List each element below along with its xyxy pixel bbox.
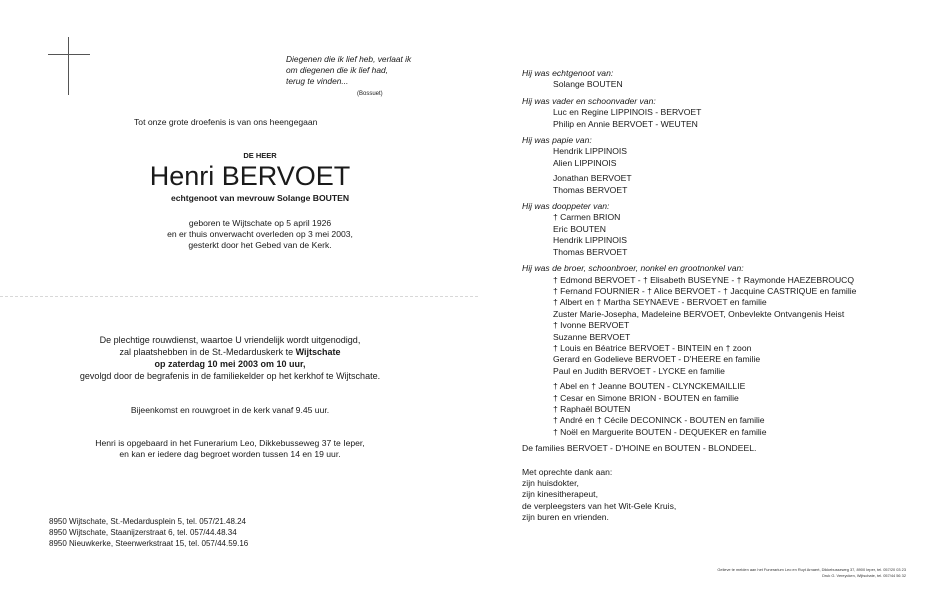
cross-icon-horizontal: [48, 54, 90, 55]
family-entry: Gerard en Godelieve BERVOET - D'HEERE en familie: [553, 354, 761, 365]
family-list: [522, 68, 856, 524]
family-entry: † Raphaël BOUTEN: [553, 403, 631, 414]
family-entry: † Ivonne BERVOET: [553, 320, 630, 331]
quote-line: Diegenen die ik lief heb, verlaat ik: [286, 54, 412, 64]
service-block: [40, 334, 420, 382]
birth-line: geboren te Wijtschate op 5 april 1926: [188, 218, 332, 228]
service-village: Wijtschate: [295, 347, 341, 357]
quote-author: (Bossuet): [357, 91, 383, 97]
family-entry: Thomas BERVOET: [553, 184, 628, 195]
thanks-entry: zijn huisdokter,: [522, 478, 579, 488]
families-line: De families BERVOET - D'HOINE en BOUTEN - BLONDEEL.: [522, 443, 757, 454]
family-group: [522, 146, 856, 196]
deceased-name: Henri BERVOET: [149, 161, 351, 191]
section-heading: Hij was vader en schoonvader van:: [522, 95, 656, 106]
spouse-line: echtgenoot van mevrouw Solange BOUTEN: [170, 193, 350, 203]
section-heading: Hij was papie van:: [522, 135, 592, 146]
family-entry: † Carmen BRION: [553, 212, 621, 223]
address-line: 8950 Wijtschate, Staanijzerstraat 6, tel. 057/44.48.34: [49, 528, 237, 537]
family-entry: Solange BOUTEN: [553, 79, 623, 90]
address-list: [49, 516, 248, 549]
family-entry: Hendrik LIPPINOIS: [553, 235, 628, 246]
thanks-intro: Met oprechte dank aan:: [522, 466, 613, 477]
printer-footer: [660, 567, 906, 579]
family-group: [522, 275, 856, 439]
funeral-home-line: Henri is opgebaard in het Funerarium Leo, Dikkebusseweg 37 te Ieper,: [95, 438, 365, 448]
family-group: [522, 212, 856, 258]
family-entry: Philip en Annie BERVOET - WEUTEN: [553, 118, 698, 129]
quote-line: om diegenen die ik lief had,: [286, 65, 388, 75]
family-entry: Eric BOUTEN: [553, 223, 606, 234]
quote: [286, 54, 411, 87]
section-heading: Hij was de broer, schoonbroer, nonkel en grootnonkel van:: [522, 263, 744, 274]
section-heading: Hij was echtgenoot van:: [522, 68, 614, 78]
service-place: [40, 346, 420, 358]
visiting-hours-line: en kan er iedere dag begroet worden tussen 14 en 19 uur.: [119, 449, 341, 459]
family-entry: † Fernand FOURNIER - † Alice BERVOET - † Jacquine CASTRIQUE en familie: [553, 285, 857, 296]
service-date: op zaterdag 10 mei 2003 om 10 uur,: [154, 359, 306, 369]
family-entry: Suzanne BERVOET: [553, 331, 631, 342]
family-entry: † Noël en Marguerite BOUTEN - DEQUEKER en familie: [553, 426, 767, 437]
fold-line: [0, 296, 478, 297]
family-entry: † Abel en † Jeanne BOUTEN - CLYNCKEMAILLIE: [553, 381, 746, 392]
honorific: DE HEER: [243, 151, 277, 160]
family-entry: Zuster Marie-Josepha, Madeleine BERVOET, Onbevlekte Ontvangenis Heist: [553, 308, 845, 319]
sacrament-line: gesterkt door het Gebed van de Kerk.: [188, 240, 332, 250]
family-entry: Jonathan BERVOET: [553, 173, 632, 184]
family-entry: † Cesar en Simone BRION - BOUTEN en familie: [553, 392, 739, 403]
family-entry: Alien LIPPINOIS: [553, 157, 617, 168]
family-entry: † Louis en Béatrice BERVOET - BINTEIN en † zoon: [553, 342, 752, 353]
address-line: 8950 Nieuwkerke, Steenwerkstraat 15, tel. 057/44.59.16: [49, 539, 249, 548]
death-line: en er thuis onverwacht overleden op 3 mei 2003,: [167, 229, 353, 239]
cross-icon-vertical: [68, 37, 69, 95]
life-details: [140, 218, 380, 251]
family-entry: Hendrik LIPPINOIS: [553, 146, 628, 157]
service-place-prefix: zal plaatshebben in de St.-Medarduskerk te: [119, 347, 296, 357]
family-group: [522, 79, 856, 90]
gathering-text: Bijeenkomst en rouwgroet in de kerk vanaf 9.45 uur.: [130, 405, 330, 415]
family-entry: Paul en Judith BERVOET - LYCKE en familie: [553, 365, 725, 376]
funeral-home-block: [40, 438, 420, 460]
footer-line: Druk G. Vereycken, Wijtschate, tel. 057/44 56 32: [822, 573, 906, 578]
family-entry: Thomas BERVOET: [553, 246, 628, 257]
footer-line: Gelieve te melden aan het Funerarium Leo en Ruyt Arnaert, Dikkebusseweg 37, 8900 Ieper, tel. 057/20 03 23: [717, 567, 906, 572]
thanks-entry: zijn kinesitherapeut,: [522, 489, 598, 500]
address-line: 8950 Wijtschate, St.-Medardusplein 5, tel. 057/21.48.24: [49, 517, 247, 526]
family-entry: † Albert en † Martha SEYNAEVE - BERVOET en familie: [553, 297, 767, 308]
family-entry: Luc en Regine LIPPINOIS - BERVOET: [553, 107, 702, 118]
quote-line: terug te vinden...: [286, 76, 349, 86]
family-entry: † André en † Cécile DECONINCK - BOUTEN en familie: [553, 415, 765, 426]
burial-line: gevolgd door de begrafenis in de familiekelder op het kerkhof te Wijtschate.: [79, 371, 381, 381]
thanks-entry: zijn buren en vrienden.: [522, 512, 609, 523]
family-entry: † Edmond BERVOET - † Elisabeth BUSEYNE - † Raymonde HAEZEBROUCQ: [553, 274, 855, 285]
family-group: [522, 107, 856, 130]
intro-text: Tot onze grote droefenis is van ons heengegaan: [134, 117, 318, 127]
thanks-entry: de verpleegsters van het Wit-Gele Kruis,: [522, 500, 677, 511]
section-heading: Hij was dooppeter van:: [522, 201, 610, 212]
service-invite: De plechtige rouwdienst, waartoe U vriendelijk wordt uitgenodigd,: [99, 335, 361, 345]
